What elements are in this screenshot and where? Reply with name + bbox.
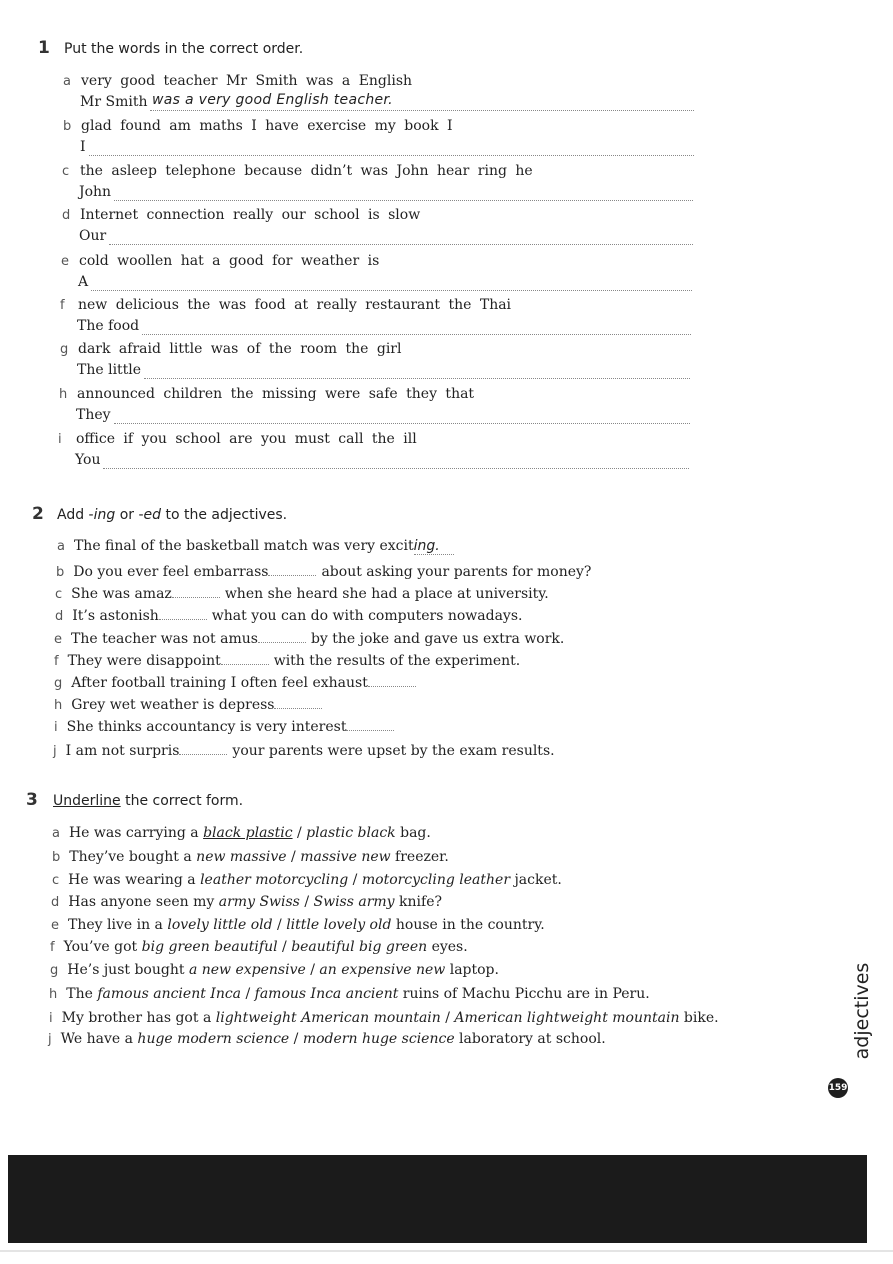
sentence-start: She thinks accountancy is very interest [66, 719, 347, 735]
sentence-end: freezer. [390, 849, 449, 865]
option-separator: / [292, 825, 307, 841]
option-1[interactable]: huge modern science [137, 1031, 290, 1047]
title-ed: ed [143, 507, 162, 523]
item-letter: i [54, 720, 58, 735]
item-letter: j [48, 1032, 52, 1047]
sentence-start: The [66, 986, 98, 1002]
item-letter: b [56, 565, 65, 580]
sentence-end: laptop. [445, 962, 499, 978]
scrambled-words: office if you school are you must call the ill [76, 431, 417, 447]
item-letter: j [53, 744, 57, 759]
sentence-starter: Mr Smith [80, 94, 148, 110]
option-separator: / [440, 1010, 455, 1026]
sentence-end: when she heard she had a place at university. [224, 586, 549, 602]
sentence-starter: Our [79, 228, 107, 244]
item-letter: i [58, 432, 62, 447]
scan-edge-line [0, 1250, 893, 1252]
section-number: 1 [38, 38, 50, 58]
sentence-starter: The little [77, 362, 142, 378]
answer-gap[interactable] [258, 630, 306, 643]
exercise-3-item [49, 986, 650, 1002]
sentence-end: what you can do with computers nowadays. [211, 608, 523, 624]
title-ing: ing [93, 507, 116, 523]
option-separator: / [299, 894, 314, 910]
option-2[interactable]: motorcycling leather [361, 872, 511, 888]
item-letter: d [55, 609, 64, 624]
exercise-3-item [48, 1031, 606, 1047]
sentence-starter: A [78, 274, 89, 290]
option-1[interactable]: lovely little old [167, 917, 273, 933]
section-title: Put the words in the correct order. [64, 41, 304, 57]
sentence-end: ruins of Machu Picchu are in Peru. [398, 986, 650, 1002]
exercise-3-item [52, 825, 431, 841]
option-2[interactable]: beautiful big green [291, 939, 428, 955]
option-separator: / [241, 986, 255, 1002]
scrambled-words: very good teacher Mr Smith was a English [81, 73, 413, 89]
sentence-end: bag. [395, 825, 431, 841]
sentence-start: They were disappoint [67, 653, 221, 669]
scan-dark-band [8, 1155, 867, 1243]
sentence-end: about asking your parents for money? [321, 564, 592, 580]
title-underline: Underline [53, 793, 121, 809]
sentence-end: your parents were upset by the exam results. [232, 743, 555, 759]
answer-gap[interactable] [268, 563, 316, 576]
item-letter: e [61, 254, 69, 269]
option-2[interactable]: famous Inca ancient [254, 986, 399, 1002]
exercise-2-item [54, 674, 416, 691]
sentence-start: She was amaz [71, 586, 172, 602]
handwritten-answer[interactable]: was a very good English teacher. [152, 92, 393, 108]
option-separator: / [289, 1031, 303, 1047]
section-number: 3 [26, 790, 38, 810]
item-letter: a [63, 74, 71, 89]
item-letter: h [49, 987, 58, 1002]
item-letter: i [49, 1011, 53, 1026]
sentence-start: The teacher was not amus [71, 631, 258, 647]
sentence-end: house in the country. [391, 917, 545, 933]
answer-line[interactable] [142, 334, 691, 335]
handwritten-answer[interactable]: ing. [414, 538, 454, 555]
sentence-starter: I [80, 139, 86, 155]
sentence-start: He’s just bought [67, 962, 189, 978]
chapter-label: adjectives [851, 962, 873, 1060]
section-number: 2 [32, 504, 44, 524]
option-1[interactable]: big green beautiful [141, 939, 278, 955]
option-1[interactable]: army Swiss [218, 894, 300, 910]
exercise-3-item [50, 939, 468, 955]
title-part: or - [115, 507, 144, 523]
option-1[interactable]: black plastic [203, 825, 293, 841]
scrambled-words: dark afraid little was of the room the girl [78, 341, 402, 357]
answer-gap[interactable] [368, 674, 416, 687]
item-letter: h [59, 387, 68, 402]
answer-line[interactable] [91, 290, 692, 291]
sentence-end: knife? [394, 894, 443, 910]
answer-line[interactable] [114, 423, 690, 424]
scrambled-words: new delicious the was food at really restaurant the Thai [78, 297, 512, 313]
item-letter: c [52, 873, 60, 888]
sentence-start: He was carrying a [68, 825, 204, 841]
item-letter: c [62, 164, 70, 179]
scrambled-words: glad found am maths I have exercise my book I [81, 118, 453, 134]
item-letter: b [63, 119, 72, 134]
sentence-end: bike. [679, 1010, 719, 1026]
section-title [57, 507, 287, 523]
option-1[interactable]: a new expensive [188, 962, 306, 978]
scrambled-words: cold woollen hat a good for weather is [79, 253, 380, 269]
exercise-2-item [56, 563, 591, 580]
sentence-end: by the joke and gave us extra work. [310, 631, 565, 647]
answer-gap[interactable] [159, 607, 207, 620]
answer-line[interactable] [144, 378, 690, 379]
answer-gap[interactable] [274, 696, 322, 709]
item-letter: e [51, 918, 59, 933]
sentence-starter: The food [77, 318, 140, 334]
answer-line[interactable] [150, 110, 694, 111]
option-separator: / [286, 849, 301, 865]
exercise-3-item [51, 917, 545, 933]
answer-gap[interactable] [179, 742, 227, 755]
title-part: to the adjectives. [161, 507, 288, 523]
section-title [53, 793, 243, 809]
sentence-end: eyes. [427, 939, 468, 955]
item-letter: f [54, 654, 59, 669]
exercise-3-item [52, 849, 449, 865]
sentence-starter: John [79, 184, 112, 200]
answer-gap[interactable] [346, 718, 394, 731]
option-1[interactable]: new massive [196, 849, 287, 865]
option-2[interactable]: massive new [300, 849, 391, 865]
exercise-2-item [54, 718, 394, 735]
sentence-end: with the results of the experiment. [273, 653, 521, 669]
exercise-3-item [50, 962, 499, 978]
title-part: the correct form. [120, 793, 244, 809]
item-letter: d [51, 895, 60, 910]
sentence-start: Do you ever feel embarrass [73, 564, 269, 580]
exercise-2-item [55, 585, 549, 602]
sentence-start: After football training I often feel exhaust [71, 675, 368, 691]
sentence-start: They’ve bought a [69, 849, 197, 865]
sentence-starter: You [75, 452, 101, 468]
sentence-start: You’ve got [63, 939, 142, 955]
exercise-3-item [52, 872, 562, 888]
answer-line[interactable] [109, 244, 693, 245]
item-letter: d [62, 208, 71, 223]
exercise-2-item [54, 696, 322, 713]
item-letter: h [54, 698, 63, 713]
item-letter: c [55, 587, 63, 602]
sentence-start: The final of the basketball match was very excit [73, 538, 414, 554]
answer-line[interactable] [89, 155, 694, 156]
sentence-start: I am not surpris [65, 743, 180, 759]
exercise-2-item [54, 630, 564, 647]
item-letter: e [54, 632, 62, 647]
option-2[interactable]: plastic black [306, 825, 396, 841]
item-letter: g [60, 342, 69, 357]
item-letter: b [52, 850, 61, 865]
title-part: Add - [57, 507, 94, 523]
sentence-start: It’s astonish [72, 608, 159, 624]
item-letter: g [54, 676, 63, 691]
scrambled-words: announced children the missing were safe they that [77, 386, 475, 402]
option-1[interactable]: leather motorcycling [200, 872, 349, 888]
exercise-2-item [54, 652, 520, 669]
option-2[interactable]: modern huge science [302, 1031, 455, 1047]
option-2[interactable]: American lightweight mountain [454, 1010, 680, 1026]
item-letter: a [57, 539, 65, 554]
answer-gap[interactable] [172, 585, 220, 598]
sentence-start: Has anyone seen my [68, 894, 219, 910]
sentence-start: Grey wet weather is depress [71, 697, 275, 713]
answer-gap[interactable] [221, 652, 269, 665]
option-1[interactable]: lightweight American mountain [215, 1010, 441, 1026]
sentence-start: We have a [60, 1031, 138, 1047]
exercise-2-item [53, 742, 555, 759]
item-letter: f [60, 298, 65, 313]
scrambled-words: Internet connection really our school is slow [80, 207, 421, 223]
option-separator: / [348, 872, 362, 888]
sentence-start: He was wearing a [68, 872, 201, 888]
exercise-3-item [49, 1010, 719, 1026]
option-separator: / [277, 939, 292, 955]
option-2[interactable]: Swiss army [313, 894, 395, 910]
sentence-end: jacket. [510, 872, 562, 888]
option-2[interactable]: little lovely old [286, 917, 392, 933]
sentence-start: My brother has got a [61, 1010, 216, 1026]
scrambled-words: the asleep telephone because didn’t was John hear ring he [80, 163, 533, 179]
sentence-starter: They [76, 407, 111, 423]
answer-line[interactable] [114, 200, 693, 201]
page-number-badge: 159 [828, 1078, 848, 1098]
item-letter: f [50, 940, 55, 955]
option-1[interactable]: famous ancient Inca [97, 986, 242, 1002]
option-separator: / [272, 917, 287, 933]
item-letter: g [50, 963, 59, 978]
sentence-end: laboratory at school. [454, 1031, 606, 1047]
option-2[interactable]: an expensive new [319, 962, 446, 978]
exercise-2-item [57, 538, 454, 554]
exercise-2-item [55, 607, 522, 624]
answer-line[interactable] [103, 468, 689, 469]
option-separator: / [305, 962, 320, 978]
sentence-start: They live in a [68, 917, 168, 933]
item-letter: a [52, 826, 60, 841]
exercise-3-item [51, 894, 442, 910]
